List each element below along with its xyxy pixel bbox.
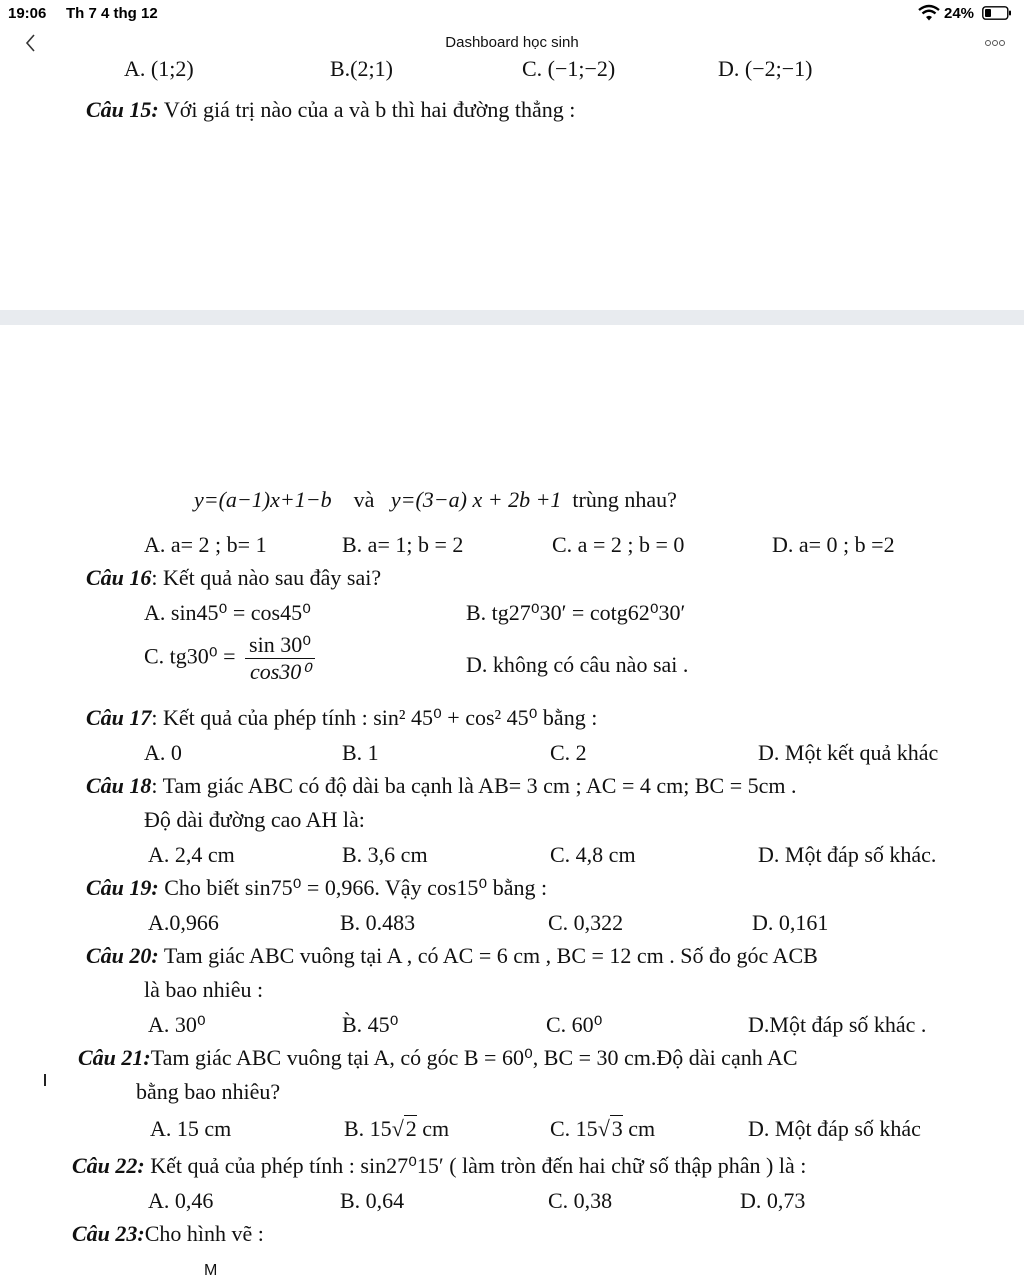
fraction-denominator: cos30⁰ xyxy=(249,659,311,684)
equation-1: y=(a−1)x+1−b xyxy=(194,487,332,512)
option-b-prefix: B. 15 xyxy=(344,1116,392,1141)
q15-option-b: B. a= 1; b = 2 xyxy=(342,532,464,557)
page-break-band xyxy=(0,310,1024,325)
q17-option-c: C. 2 xyxy=(550,740,587,765)
nav-title: Dashboard học sinh xyxy=(445,34,579,51)
q18-option-d: D. Một đáp số khác. xyxy=(758,842,937,867)
question-label: Câu 20: xyxy=(86,943,159,968)
question-text: Với giá trị nào của a và b thì hai đường thẳng : xyxy=(163,97,576,122)
battery-icon xyxy=(982,6,1012,20)
q15-option-d: D. a= 0 ; b =2 xyxy=(772,532,895,557)
q16-option-d: D. không có câu nào sai . xyxy=(466,652,689,677)
q19-option-b: B. 0.483 xyxy=(340,910,416,935)
battery-percent: 24% xyxy=(944,5,975,22)
q16-option-c xyxy=(144,632,319,685)
more-dots-icon[interactable] xyxy=(984,36,1006,50)
question-text: : Kết quả của phép tính : sin² 45⁰ + cos² 45⁰ bằng : xyxy=(151,705,598,730)
prev-option-c: C. (−1;−2) xyxy=(522,56,616,81)
question-text: Kết quả của phép tính : sin27⁰15′ ( làm tròn đến hai chữ số thập phân ) là : xyxy=(144,1153,807,1178)
question-21 xyxy=(78,1046,798,1070)
prev-option-b: B.(2;1) xyxy=(330,56,393,81)
prev-option-a: A. (1;2) xyxy=(124,56,194,81)
q15-option-c: C. a = 2 ; b = 0 xyxy=(552,532,685,557)
question-text: Tam giác ABC vuông tại A , có AC = 6 cm , BC = 12 cm . Số đo góc ACB xyxy=(158,943,818,968)
question-23 xyxy=(72,1222,264,1246)
status-time: 19:06 xyxy=(8,5,47,22)
nav-bar xyxy=(0,28,1024,58)
fraction xyxy=(245,632,315,685)
question-19 xyxy=(86,876,547,900)
question-text: Cho hình vẽ : xyxy=(144,1221,264,1246)
option-c-unit: cm xyxy=(622,1116,656,1141)
wifi-icon xyxy=(918,4,940,22)
question-18 xyxy=(86,774,797,798)
q21-option-b: B. 15√2 cm xyxy=(344,1116,450,1141)
figure-label-m: M xyxy=(204,1262,218,1279)
question-label: Câu 16 xyxy=(86,565,152,590)
option-c-prefix: C. tg30⁰ = xyxy=(144,643,236,669)
question-21-line-2: bằng bao nhiêu? xyxy=(136,1079,281,1104)
prev-option-d: D. (−2;−1) xyxy=(718,56,813,81)
q18-option-b: B. 3,6 cm xyxy=(342,842,428,867)
text-cursor-mark xyxy=(44,1074,46,1086)
q20-option-b: B̀. 45⁰ xyxy=(342,1012,399,1037)
equation-2: y=(3−a) x + 2b +1 xyxy=(390,487,562,512)
q17-option-d: D. Một kết quả khác xyxy=(758,740,939,765)
q22-option-a: A. 0,46 xyxy=(148,1188,214,1213)
status-bar xyxy=(0,0,1024,28)
question-20 xyxy=(86,944,818,968)
q20-option-d: D.Một đáp số khác . xyxy=(748,1012,927,1037)
question-22 xyxy=(72,1154,806,1178)
question-text: Tam giác ABC vuông tại A, có góc B = 60⁰, BC = 30 cm.Độ dài cạnh AC xyxy=(150,1045,798,1070)
q17-option-b: B. 1 xyxy=(342,740,379,765)
question-18-line-2: Độ dài đường cao AH là: xyxy=(144,807,365,832)
q16-option-b: B. tg27⁰30′ = cotg62⁰30′ xyxy=(466,600,686,625)
question-text: : Kết quả nào sau đây sai? xyxy=(151,565,382,590)
question-label: Câu 21: xyxy=(78,1045,151,1070)
q18-option-a: A. 2,4 cm xyxy=(148,842,235,867)
q22-option-d: D. 0,73 xyxy=(740,1188,806,1213)
q22-option-b: B. 0,64 xyxy=(340,1188,405,1213)
question-label: Câu 19: xyxy=(86,875,159,900)
question-label: Câu 18 xyxy=(86,773,152,798)
equation-conjunction: và xyxy=(353,487,375,512)
q21-option-c: C. 15√3 cm xyxy=(550,1116,656,1141)
question-text: : Tam giác ABC có độ dài ba cạnh là AB= 3 cm ; AC = 4 cm; BC = 5cm . xyxy=(151,773,797,798)
q22-option-c: C. 0,38 xyxy=(548,1188,613,1213)
status-date: Th 7 4 thg 12 xyxy=(66,5,158,22)
equation-tail: trùng nhau? xyxy=(572,487,677,512)
q21-option-d: D. Một đáp số khác xyxy=(748,1116,921,1141)
radicand: 3 xyxy=(611,1116,623,1141)
radicand: 2 xyxy=(405,1116,417,1141)
option-c-prefix: C. 15 xyxy=(550,1116,598,1141)
question-15 xyxy=(86,98,575,122)
q15-option-a: A. a= 2 ; b= 1 xyxy=(144,532,267,557)
question-label: Câu 23: xyxy=(72,1221,145,1246)
q20-option-c: C. 60⁰ xyxy=(546,1012,603,1037)
question-20-line-2: là bao nhiêu : xyxy=(144,977,264,1002)
q16-option-a: A. sin45⁰ = cos45⁰ xyxy=(144,600,311,625)
question-label: Câu 22: xyxy=(72,1153,145,1178)
q19-option-c: C. 0,322 xyxy=(548,910,624,935)
question-label: Câu 15: xyxy=(86,97,159,122)
q19-option-a: A.0,966 xyxy=(148,910,219,935)
q20-option-a: A. 30⁰ xyxy=(148,1012,206,1037)
question-16 xyxy=(86,566,381,590)
fraction-numerator: sin 30⁰ xyxy=(245,632,315,659)
q19-option-d: D. 0,161 xyxy=(752,910,829,935)
q21-option-a: A. 15 cm xyxy=(150,1116,232,1141)
q17-option-a: A. 0 xyxy=(144,740,182,765)
question-text: Cho biết sin75⁰ = 0,966. Vậy cos15⁰ bằng : xyxy=(158,875,548,900)
option-b-unit: cm xyxy=(416,1116,450,1141)
question-17 xyxy=(86,706,597,730)
q18-option-c: C. 4,8 cm xyxy=(550,842,636,867)
q15-equation-line xyxy=(194,488,677,512)
question-label: Câu 17 xyxy=(86,705,152,730)
